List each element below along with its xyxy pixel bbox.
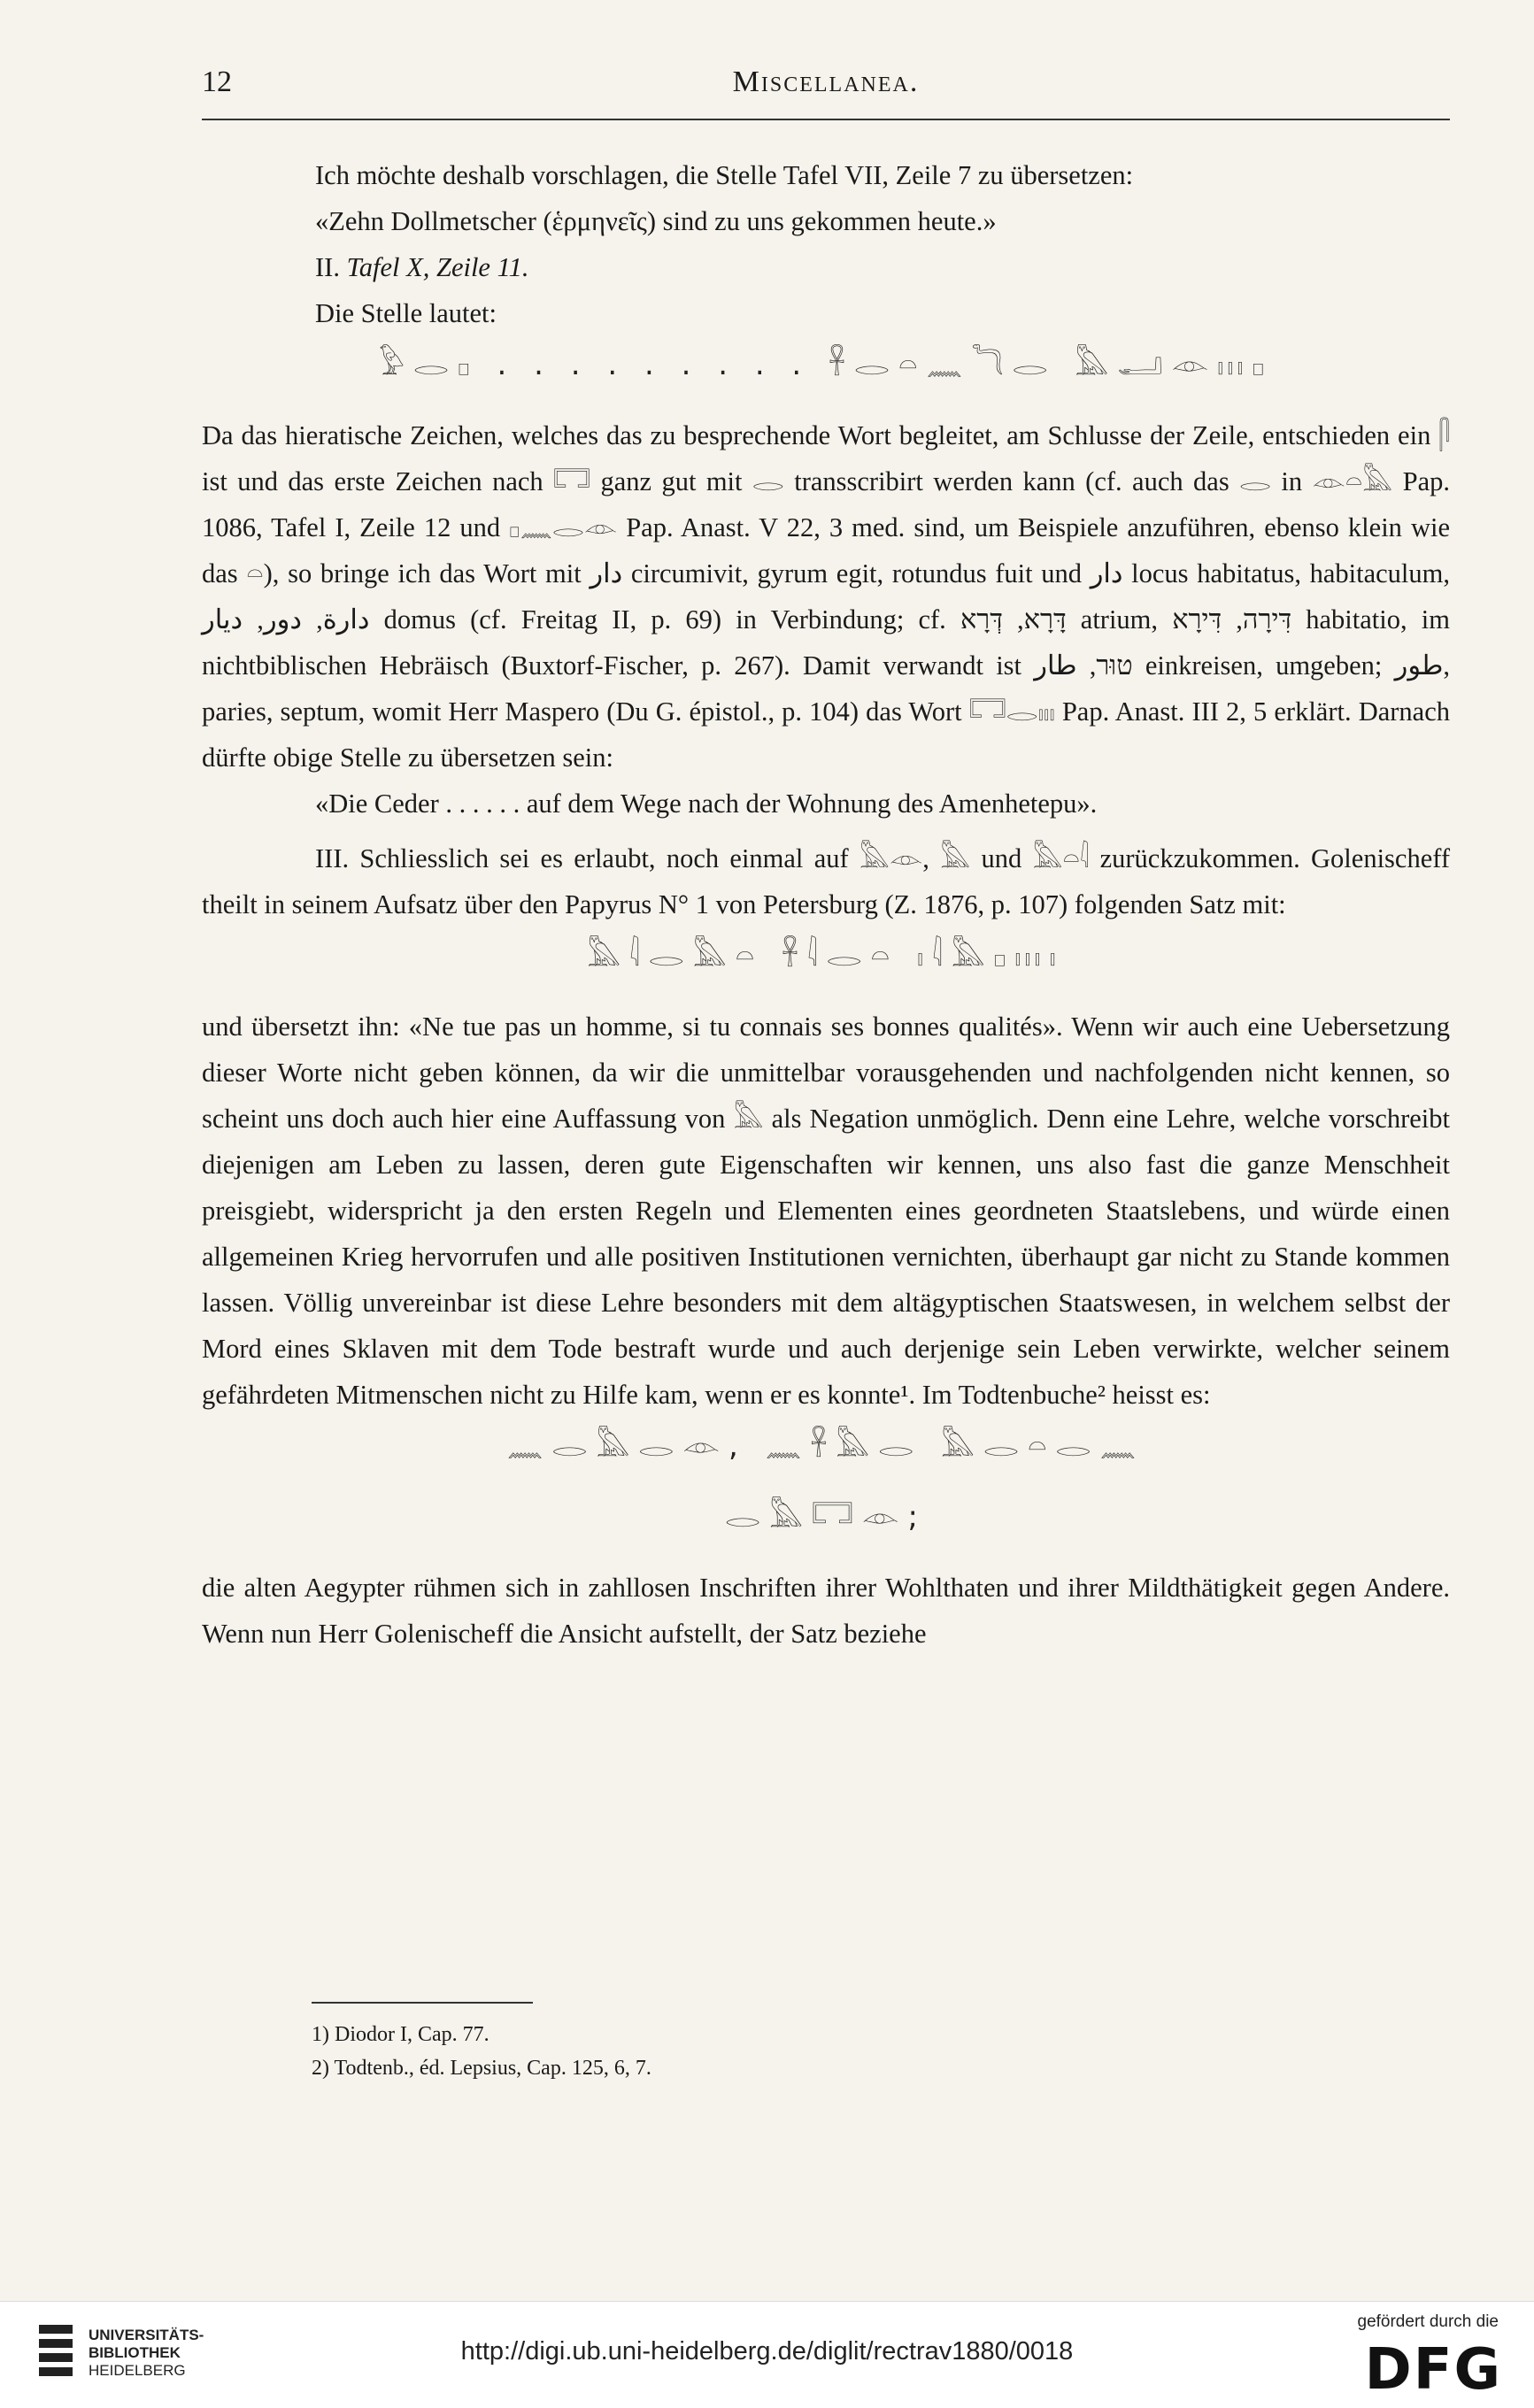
paragraph: Die Stelle lautet:: [315, 298, 497, 328]
footnotes: [312, 2018, 1285, 2085]
page-header: [202, 60, 1450, 104]
dfg-logo: DFG: [1364, 2337, 1502, 2403]
section-number: II.: [315, 252, 340, 282]
quotation: «Die Ceder . . . . . . auf dem Wege nach der Wohnung des Amenhetepu».: [315, 789, 1098, 819]
page-number: 12: [202, 65, 232, 98]
footnote: 1) Diodor I, Cap. 77.: [312, 2023, 489, 2046]
funding-caption: gefördert durch die: [1357, 2312, 1499, 2331]
hieroglyph-line: 𓈖𓂋𓅓𓂋𓁹, 𓈖𓋹𓅓𓂋 𓅓𓂋𓏏𓂋𓈖: [506, 1428, 1145, 1464]
hieroglyph-line: 𓅓𓇋𓂋𓅓𓏏 𓋹𓇋𓂋𓏏 𓏤𓇋𓅓𓊪𓏥𓏤: [587, 938, 1065, 973]
section-reference: Tafel X, Zeile 11.: [346, 252, 529, 282]
institution-line: BIBLIOTHEK: [89, 2344, 181, 2361]
running-title: Miscellanea.: [732, 65, 920, 98]
digitization-footer: [0, 2301, 1534, 2408]
hieroglyph-line: 𓂋𓅓𓉐𓁹;: [725, 1499, 927, 1535]
quotation: «Zehn Dollmetscher (ἑρμηνεῖς) sind zu uns gekommen heute.»: [315, 206, 997, 236]
footnote-rule: [312, 2002, 533, 2004]
hieroglyph-line: 𓅱𓂋𓊪 . . . . . . . . . 𓋹𓂋𓏏𓈖𓆓𓂋 𓅓𓂝𓁹𓏥𓊪: [378, 347, 1274, 382]
source-url-link[interactable]: http://digi.ub.uni-heidelberg.de/diglit/rectrav1880/0018: [460, 2337, 1074, 2366]
paragraph: Da das hieratische Zeichen, welches das zu besprechende Wort begleitet, am Schlusse der Zeile, entschieden ein 𓋴 ist und das erste Zeichen nach 𓉐 ganz gut mit 𓂋 transscribirt werden kann (cf. auch das 𓂋 in 𓁹𓏏𓅓 Pap. 1086, Tafel I, Zeile 12 und 𓊪𓈖𓂋𓁹 Pap. Anast. V 22, 3 med. sind, um Beispiele anzuführen, ebenso klein wie das 𓏏), so bringe ich das Wort mit دار circumivit, gyrum egit, rotundus fuit und دار locus habitatus, habitaculum, دارة, دور, ديار domus (cf. Freitag II, p. 69) in Verbindung; cf. דָּרָא, דְּרָא atrium, דִּירָה, דִּירָא habitatio, im nichtbiblischen Hebräisch (Buxtorf-Fischer, p. 267). Damit verwandt ist טוּר, طار einkreisen, umgeben; طور, paries, septum, womit Herr Maspero (Du G. épistol., p. 104) das Wort 𓉐𓂋𓏤𓏤𓏤 Pap. Anast. III 2, 5 erklärt. Darnach dürfte obige Stelle zu übersetzen sein:: [202, 420, 1450, 773]
header-rule: [202, 119, 1450, 120]
body-text: [202, 152, 1450, 1657]
institution-line: UNIVERSITÄTS-: [89, 2327, 204, 2343]
paragraph: und übersetzt ihn: «Ne tue pas un homme, si tu connais ses bonnes qualités». Wenn wir auch eine Uebersetzung dieser Worte nicht geben können, da wir die unmittelbar vorausgehenden und nachfolgenden nicht kennen, so scheint uns doch auch hier eine Auffassung von 𓅓 als Negation unmöglich. Denn eine Lehre, welche vorschreibt diejenigen am Leben zu lassen, deren gute Eigenschaften wir kennen, uns also fast die ganze Menschheit preisgiebt, widerspricht ja den ersten Regeln und Elementen eines geordneten Staatslebens, und würde einen allgemeinen Krieg hervorrufen und alle positiven Institutionen vernichten, überhaupt gar nicht zu Stande kommen lassen. Völlig unvereinbar ist diese Lehre besonders mit dem altägyptischen Staatswesen, in welchem selbst der Mord eines Sklaven mit dem Tode bestraft wurde und auch derjenige sein Leben verwirkte, welcher seinem gefährdeten Mitmenschen nicht zu Hilfe kam, wenn er es konnte¹. Im Todtenbuche² heisst es:: [202, 1012, 1450, 1410]
section-heading: [202, 244, 1450, 290]
paragraph: die alten Aegypter rühmen sich in zahllosen Inschriften ihrer Wohlthaten und ihrer Mildthätigkeit gegen Andere. Wenn nun Herr Golenischeff die Ansicht aufstellt, der Satz beziehe: [202, 1573, 1450, 1649]
paragraph: Ich möchte deshalb vorschlagen, die Stelle Tafel VII, Zeile 7 zu übersetzen:: [315, 160, 1134, 190]
institution-line: HEIDELBERG: [89, 2362, 186, 2379]
paragraph: III. Schliesslich sei es erlaubt, noch einmal auf 𓅓𓁹, 𓅓 und 𓅓𓏏𓇋 zurückzukommen. Golenischeff theilt in seinem Aufsatz über den Papyrus N° 1 von Petersburg (Z. 1876, p. 107) folgenden Satz mit:: [202, 843, 1450, 919]
footnote: 2) Todtenb., éd. Lepsius, Cap. 125, 6, 7.: [312, 2057, 651, 2080]
